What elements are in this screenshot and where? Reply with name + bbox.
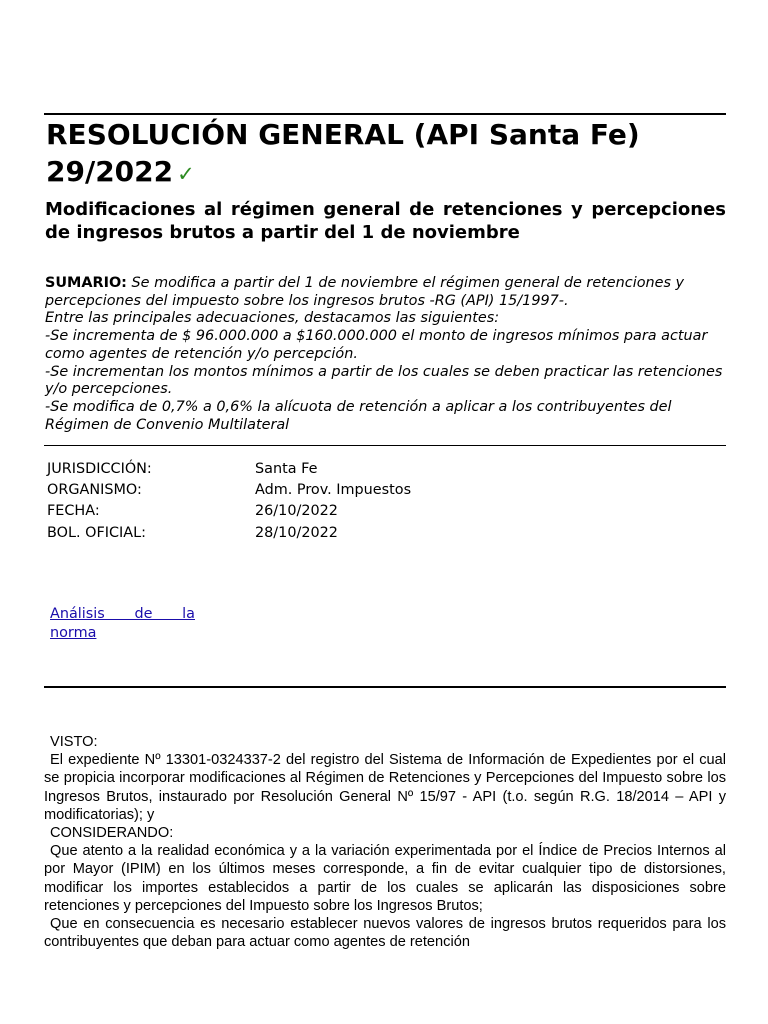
body-heading-visto: VISTO: [50, 734, 98, 750]
meta-value: 26/10/2022 [255, 503, 338, 520]
analysis-link[interactable]: Análisis de la norma [50, 606, 195, 641]
document-body [44, 733, 726, 951]
body-paragraph: El expediente Nº 13301-0324337-2 del registro del Sistema de Información de Expedientes por el cual se propicia incorporar modificaciones al Régimen de Retenciones y Percepciones del Impuesto sobre los Ingresos Brutos, instaurado por Resolución General Nº 15/97 - API (t.o. según R.G. 18/2014 – API y modificatorias); y [44, 752, 726, 823]
top-divider [44, 113, 726, 115]
meta-value: Adm. Prov. Impuestos [255, 482, 412, 499]
summary-line: -Se modifica de 0,7% a 0,6% la alícuota de retención a aplicar a los contribuyentes del Régimen de Convenio Multilateral [45, 398, 672, 433]
summary-label: SUMARIO: [45, 275, 127, 291]
summary-line: Se modifica a partir del 1 de noviembre el régimen general de retenciones y percepciones del impuesto sobre los ingresos brutos -RG (API) 15/1997-. [45, 275, 685, 309]
body-paragraph: Que en consecuencia es necesario establecer nuevos valores de ingresos brutos requeridos para los contribuyentes que deban para actuar como agentes de retención [44, 916, 726, 951]
summary-line: Entre las principales adecuaciones, destacamos las siguientes: [45, 310, 500, 327]
summary [45, 275, 726, 434]
meta-key: ORGANISMO: [47, 482, 142, 499]
summary-divider [44, 445, 726, 446]
body-heading-considerando: CONSIDERANDO: [50, 825, 174, 842]
summary-line: -Se incrementa de $ 96.000.000 a $160.000.000 el monto de ingresos mínimos para actuar como agentes de retención y/o percepción. [45, 328, 708, 362]
meta-value: 28/10/2022 [255, 524, 338, 541]
metadata-table [47, 459, 567, 544]
meta-row-fecha [47, 501, 567, 522]
document-title [46, 116, 726, 193]
summary-line: -Se incrementan los montos mínimos a partir de los cuales se deben practicar las retenciones y/o percepciones. [45, 363, 723, 398]
meta-key: JURISDICCIÓN: [47, 461, 152, 477]
meta-key: BOL. OFICIAL: [47, 524, 146, 541]
body-divider [44, 686, 726, 688]
meta-value: Santa Fe [255, 461, 318, 477]
title-text: RESOLUCIÓN GENERAL (API Santa Fe) 29/2022 [46, 118, 640, 188]
meta-row-jurisdiccion [47, 459, 567, 480]
meta-row-boletin [47, 523, 567, 544]
body-paragraph: Que atento a la realidad económica y a la variación experimentada por el Índice de Precios Internos al por Mayor (IPIM) en los últimos meses corresponde, a fin de evitar cualquier tipo de distorsiones, modificar los importes establecidos a partir de los cuales se aplicarán las disposiciones sobre retenciones y percepciones del Impuesto sobre los Ingresos Brutos; [44, 843, 726, 914]
document-subtitle: Modificaciones al régimen general de retenciones y percepciones de ingresos brutos a partir del 1 de noviembre [45, 199, 726, 243]
check-icon: ✓ [177, 162, 195, 186]
meta-row-organismo [47, 480, 567, 501]
meta-key: FECHA: [47, 503, 100, 520]
